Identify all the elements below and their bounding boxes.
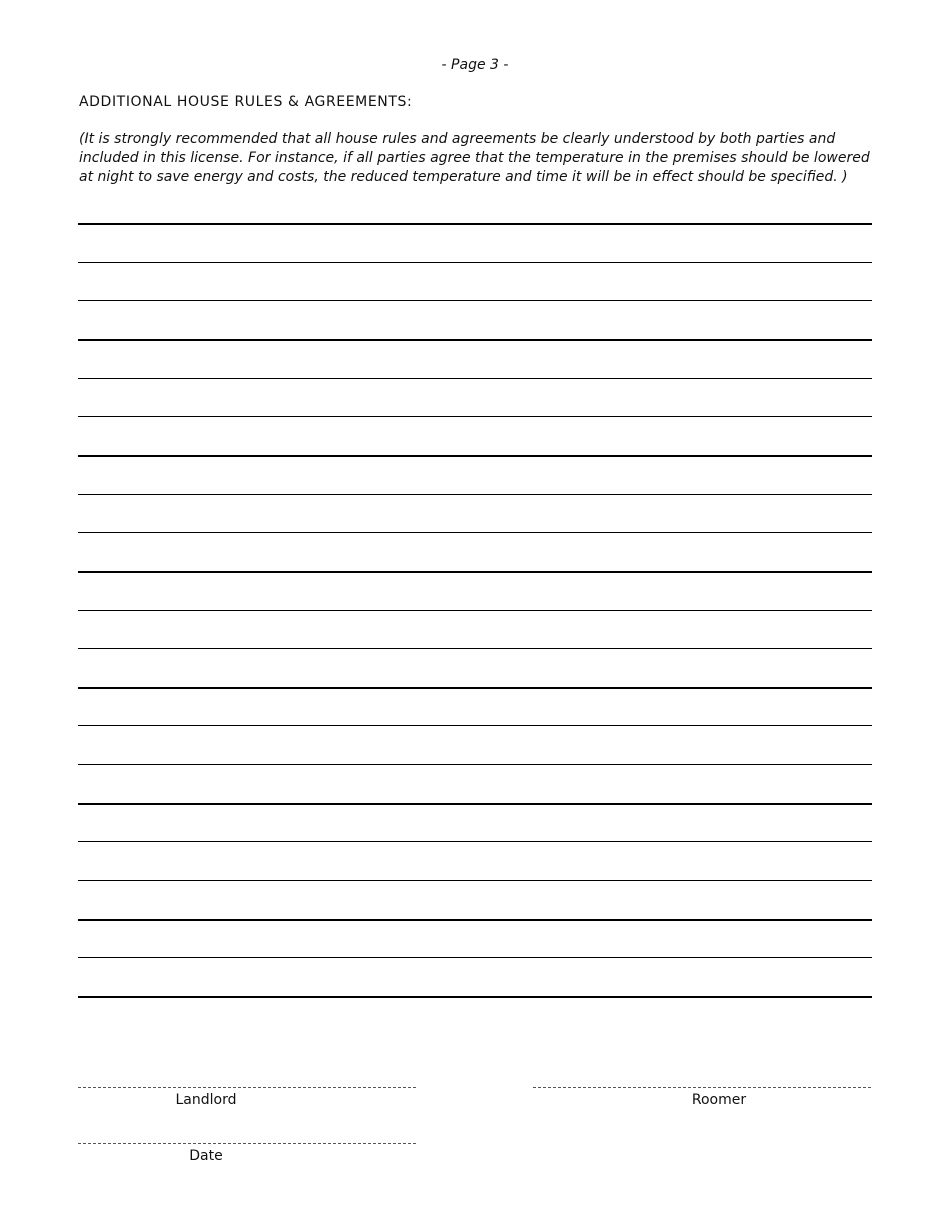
writing-line[interactable] (78, 957, 872, 958)
writing-line[interactable] (78, 262, 872, 263)
writing-line[interactable] (78, 300, 872, 301)
date-line[interactable] (78, 1143, 416, 1144)
writing-line[interactable] (78, 648, 872, 649)
section-heading: ADDITIONAL HOUSE RULES & AGREEMENTS: (79, 94, 413, 110)
landlord-label: Landlord (175, 1092, 237, 1108)
roomer-label: Roomer (691, 1092, 747, 1108)
writing-line[interactable] (78, 532, 872, 533)
writing-line[interactable] (78, 494, 872, 495)
writing-line[interactable] (78, 803, 872, 805)
writing-line[interactable] (78, 725, 872, 726)
writing-line[interactable] (78, 996, 872, 998)
instructions-text: (It is strongly recommended that all house rules and agreements be clearly understood by both parties and included in this license. For instance, if all parties agree that the temperature in the premises should be lowered at night to save energy and costs, the reduced temperature and time it will be in effect should be specified. ) (79, 131, 870, 185)
writing-line[interactable] (78, 841, 872, 842)
writing-line[interactable] (78, 223, 872, 225)
writing-line[interactable] (78, 880, 872, 881)
writing-line[interactable] (78, 455, 872, 457)
page-number: - Page 3 - (441, 57, 509, 73)
writing-line[interactable] (78, 378, 872, 379)
roomer-signature-line[interactable] (533, 1087, 871, 1088)
writing-line[interactable] (78, 571, 872, 573)
writing-line[interactable] (78, 610, 872, 611)
writing-line[interactable] (78, 919, 872, 921)
landlord-signature-line[interactable] (78, 1087, 416, 1088)
writing-line[interactable] (78, 764, 872, 765)
writing-line[interactable] (78, 687, 872, 689)
writing-line[interactable] (78, 339, 872, 341)
date-label: Date (189, 1148, 223, 1164)
writing-line[interactable] (78, 416, 872, 417)
